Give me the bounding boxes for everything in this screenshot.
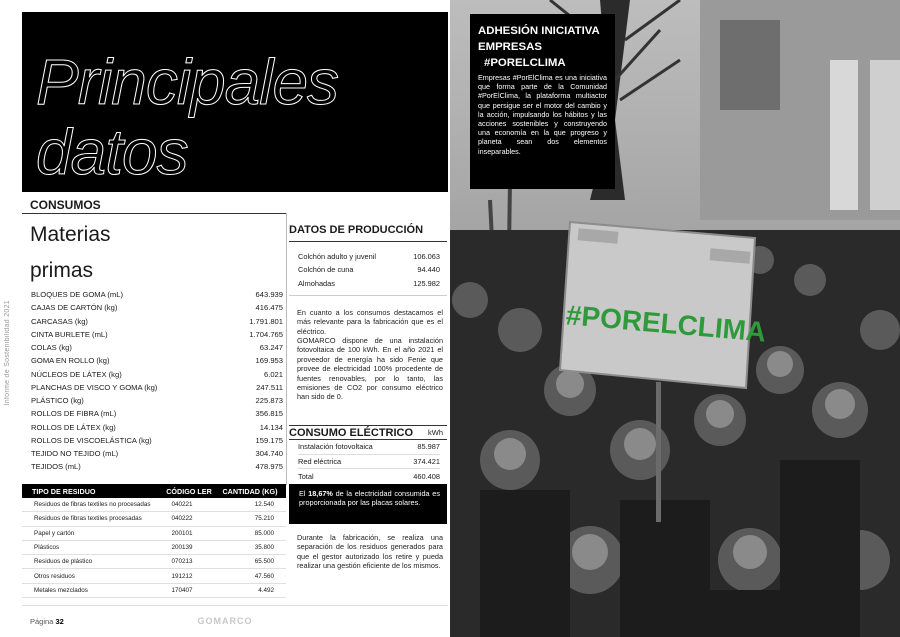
table-row [22,541,286,555]
item-label: ROLLOS DE VISCOELÁSTICA (kg) [31,435,152,445]
cell-tipo: Otros residuos [34,572,75,580]
column-header: CÓDIGO LER [166,486,212,496]
iniciativa-title-line1: ADHESIÓN INICIATIVA [478,25,600,37]
cell-tipo: Papel y cartón [34,529,75,537]
list-item [22,434,286,447]
item-value: 1.704.765 [249,329,283,339]
list-item [22,328,286,341]
page-title-line2: datos [36,116,188,188]
item-value: 304.740 [255,449,283,459]
table-row [22,569,286,583]
item-label: PLÁSTICO (kg) [31,396,84,406]
item-label: GOMA EN ROLLO (kg) [31,356,110,366]
iniciativa-title-line2: EMPRESAS [478,41,542,53]
table-row [22,512,286,526]
cell-cantidad: 47.560 [254,572,274,580]
item-label: Total [298,471,314,481]
materias-heading-line1: Materias [30,223,111,246]
materias-primas-list [22,288,286,474]
iniciativa-title [478,23,607,71]
item-label: CARCASAS (kg) [31,316,88,326]
cell-cantidad: 12.540 [254,501,274,509]
note-prefix: El [299,489,309,498]
sign-text: #PORELCLIMA [564,299,768,348]
consumos-paragraph: En cuanto a los consumos destacamos el más relevante para la fabricación que es el eléctrico. [297,308,443,336]
residuos-paragraph: Durante la fabricación, se realiza una separación de los residuos generados para que el gestor autorizado los retire y pueda realizar una gestión eficiente de los mismos. [297,533,443,571]
column-header: CANTIDAD (KG) [222,486,278,496]
cell-codigo: 200101 [171,529,193,537]
note-suffix: de la electricidad consumida es proporcionada por las placas solares. [299,489,440,508]
table-row [22,527,286,541]
iniciativa-body: Empresas #PorElClima es una iniciativa que forma parte de la Comunidad #PorElClima, la plataforma multiactor que persigue ser el motor del cambio y la acción, impulsando los hábitos y las acciones sostenibles y construyendo una economía en la que progreso y planeta sean dos elementos inseparables. [478,73,607,156]
list-item [298,440,440,455]
item-label: Almohadas [298,278,335,288]
produccion-heading: DATOS DE PRODUCCIÓN [289,224,424,236]
electrico-heading: CONSUMO ELÉCTRICO [289,426,414,439]
table-row [22,555,286,569]
electrico-header [289,425,447,440]
table-row [22,584,286,598]
item-value: 125.982 [413,278,440,288]
cell-codigo: 191212 [171,572,193,580]
item-label: NÚCLEOS DE LÁTEX (kg) [31,369,122,379]
item-label: BLOQUES DE GOMA (mL) [31,290,123,300]
list-item [22,354,286,367]
cell-cantidad: 4.492 [258,586,274,594]
cell-tipo: Residuos de fibras textiles procesadas [34,515,142,523]
page-number-value: 32 [55,617,64,626]
produccion-separator [289,295,447,296]
column-divider [286,213,287,485]
iniciativa-title-line3: #PORELCLIMA [484,57,566,69]
item-value: 94.440 [417,265,440,275]
column-header: TIPO DE RESIDUO [32,486,96,496]
item-value: 356.815 [255,409,283,419]
list-item [22,288,286,301]
item-value: 85.987 [417,442,440,452]
item-value: 14.134 [259,422,283,432]
list-item [22,381,286,394]
cell-codigo: 200139 [171,544,193,552]
page-title-line1: Principales [36,46,339,118]
list-item [298,250,440,263]
cell-codigo: 070213 [171,558,193,566]
fotovoltaica-paragraph: GOMARCO dispone de una instalación fotovoltaica de 100 kWh. En el año 2021 el proveedor de energía ha sido Fenie que provee de electricidad 100% procedente de fuentes renovables, por lo tanto, las emisiones de CO2 por consumo eléctrico han sido de 0. [297,336,443,402]
item-value: 6.021 [263,369,283,379]
list-item [22,447,286,460]
item-label: TEJIDOS (mL) [31,462,81,472]
cell-codigo: 040221 [171,501,193,509]
solar-note [289,484,447,524]
gomarco-logo: GOMARCO [197,616,253,626]
cell-cantidad: 35.800 [254,544,274,552]
materias-heading-line2: primas [30,259,94,282]
item-label: ROLLOS DE LÁTEX (kg) [31,422,116,432]
item-label: CAJAS DE CARTÓN (kg) [31,303,118,313]
title-block [22,12,448,192]
item-value: 169.953 [255,356,283,366]
cell-cantidad: 65.500 [254,558,274,566]
item-value: 643.939 [255,290,283,300]
item-label: TEJIDO NO TEJIDO (mL) [31,449,119,459]
item-value: 478.975 [255,462,283,472]
list-item [22,315,286,328]
item-value: 159.175 [255,435,283,445]
item-label: CINTA BURLETE (mL) [31,329,108,339]
list-item [298,455,440,470]
list-item [22,341,286,354]
table-row [22,498,286,512]
item-value: 1.791.801 [249,316,283,326]
page-prefix: Página [30,617,56,626]
note-highlight: 18,67% [308,489,333,498]
list-item [298,277,440,290]
list-item [298,469,440,484]
list-item [298,263,440,276]
item-value: 225.873 [255,396,283,406]
item-label: Colchón de cuna [298,265,354,275]
report-side-label: Informe de Sostenibilidad 2021 [4,300,11,406]
cell-cantidad: 85.000 [254,529,274,537]
electrico-unit: kWh [428,428,443,437]
cell-cantidad: 75.210 [254,515,274,523]
item-label: Red eléctrica [298,456,342,466]
list-item [22,407,286,420]
residuos-table [22,484,286,598]
footer-divider [22,605,448,606]
item-label: Instalación fotovoltaica [298,442,373,452]
iniciativa-box [470,14,615,189]
item-label: COLAS (kg) [31,343,72,353]
cell-tipo: Residuos de plástico [34,558,93,566]
item-value: 63.247 [259,343,283,353]
cell-codigo: 040222 [171,515,193,523]
list-item [22,301,286,314]
item-label: ROLLOS DE FIBRA (mL) [31,409,117,419]
cell-tipo: Residuos de fibras textiles no procesadas [34,501,151,509]
cell-tipo: Plásticos [34,544,60,552]
produccion-divider [289,241,447,242]
list-item [22,460,286,473]
item-value: 416.475 [255,303,283,313]
list-item [22,368,286,381]
item-label: PLANCHAS DE VISCO Y GOMA (kg) [31,382,158,392]
produccion-list [298,250,440,290]
list-item [22,421,286,434]
item-label: Colchón adulto y juvenil [298,252,377,262]
item-value: 247.511 [256,382,283,392]
list-item [22,394,286,407]
consumos-label: CONSUMOS [30,198,101,212]
item-value: 374.421 [413,456,440,466]
cell-tipo: Metales mezclados [34,586,88,594]
item-value: 106.063 [413,252,440,262]
consumos-divider [22,213,286,214]
table-header [22,484,286,498]
item-value: 460.408 [413,471,440,481]
cell-codigo: 170407 [171,586,193,594]
electrico-list [298,440,440,484]
